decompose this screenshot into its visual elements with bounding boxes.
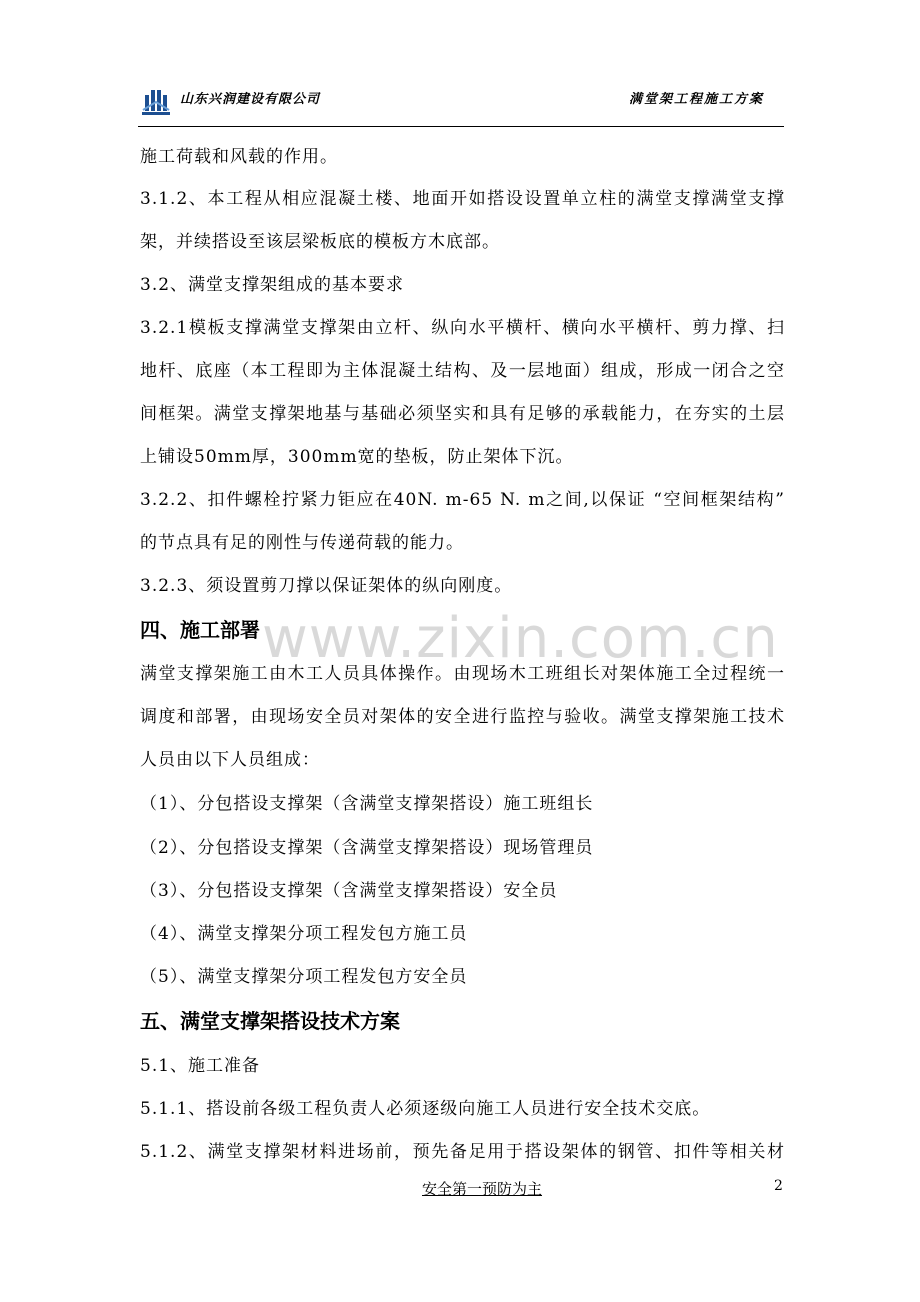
paragraph-line: 架，并续搭设至该层梁板底的模板方木底部。 [140, 232, 500, 252]
paragraph-line: 3.2、满堂支撑架组成的基本要求 [140, 275, 405, 295]
page-header [138, 82, 784, 128]
page-number: 2 [774, 1178, 783, 1194]
paragraph-line: 3.2.1模板支撑满堂支撑架由立杆、纵向水平横杆、横向水平横杆、剪力撑、扫 [140, 318, 785, 338]
paragraph-line: 间框架。满堂支撑架地基与基础必须坚实和具有足够的承载能力，在夯实的土层 [140, 404, 785, 424]
section-heading: 五、满堂支撑架搭设技术方案 [140, 1009, 400, 1033]
paragraph-line: 上铺设50mm厚，300mm宽的垫板，防止架体下沉。 [140, 447, 574, 467]
paragraph-line: 地杆、底座（本工程即为主体混凝土结构、及一层地面）组成，形成一闭合之空 [140, 361, 785, 381]
company-logo-icon [141, 86, 171, 116]
list-item: （4）、满堂支撑架分项工程发包方施工员 [140, 924, 468, 944]
list-item: （3）、分包搭设支撑架（含满堂支撑架搭设）安全员 [140, 881, 558, 901]
paragraph-line: 3.1.2、本工程从相应混凝土楼、地面开如搭设设置单立柱的满堂支撑满堂支撑 [140, 189, 785, 209]
paragraph-line: 5.1.1、搭设前各级工程负责人必须逐级向施工人员进行安全技术交底。 [140, 1099, 711, 1119]
paragraph-line: 施工荷载和风载的作用。 [140, 147, 338, 167]
list-item: （2）、分包搭设支撑架（含满堂支撑架搭设）现场管理员 [140, 838, 594, 858]
paragraph-line: 5.1、施工准备 [140, 1056, 261, 1076]
paragraph-line: 的节点具有足的刚性与传递荷载的能力。 [140, 533, 464, 553]
list-item: （1）、分包搭设支撑架（含满堂支撑架搭设）施工班组长 [140, 794, 594, 814]
paragraph-line: 满堂支撑架施工由木工人员具体操作。由现场木工班组长对架体施工全过程统一 [140, 664, 785, 684]
section-heading: 四、施工部署 [140, 618, 260, 642]
paragraph-line: 5.1.2、满堂支撑架材料进场前，预先备足用于搭设架体的钢管、扣件等相关材 [140, 1142, 785, 1162]
company-name: 山东兴润建设有限公司 [180, 92, 321, 107]
paragraph-line: 3.2.3、须设置剪刀撑以保证架体的纵向刚度。 [140, 576, 513, 596]
document-title: 满堂架工程施工方案 [628, 92, 764, 107]
footer-slogan: 安全第一预防为主 [422, 1180, 543, 1198]
list-item: （5）、满堂支撑架分项工程发包方安全员 [140, 967, 468, 987]
header-divider [138, 126, 784, 127]
paragraph-line: 人员由以下人员组成： [140, 750, 320, 770]
paragraph-line: 调度和部署，由现场安全员对架体的安全进行监控与验收。满堂支撑架施工技术 [140, 707, 785, 727]
watermark: www.zixin.com.cn [262, 606, 779, 671]
paragraph-line: 3.2.2、扣件螺栓拧紧力钜应在40N. m-65 N. m之间,以保证 “空间框架结构” [140, 490, 785, 510]
